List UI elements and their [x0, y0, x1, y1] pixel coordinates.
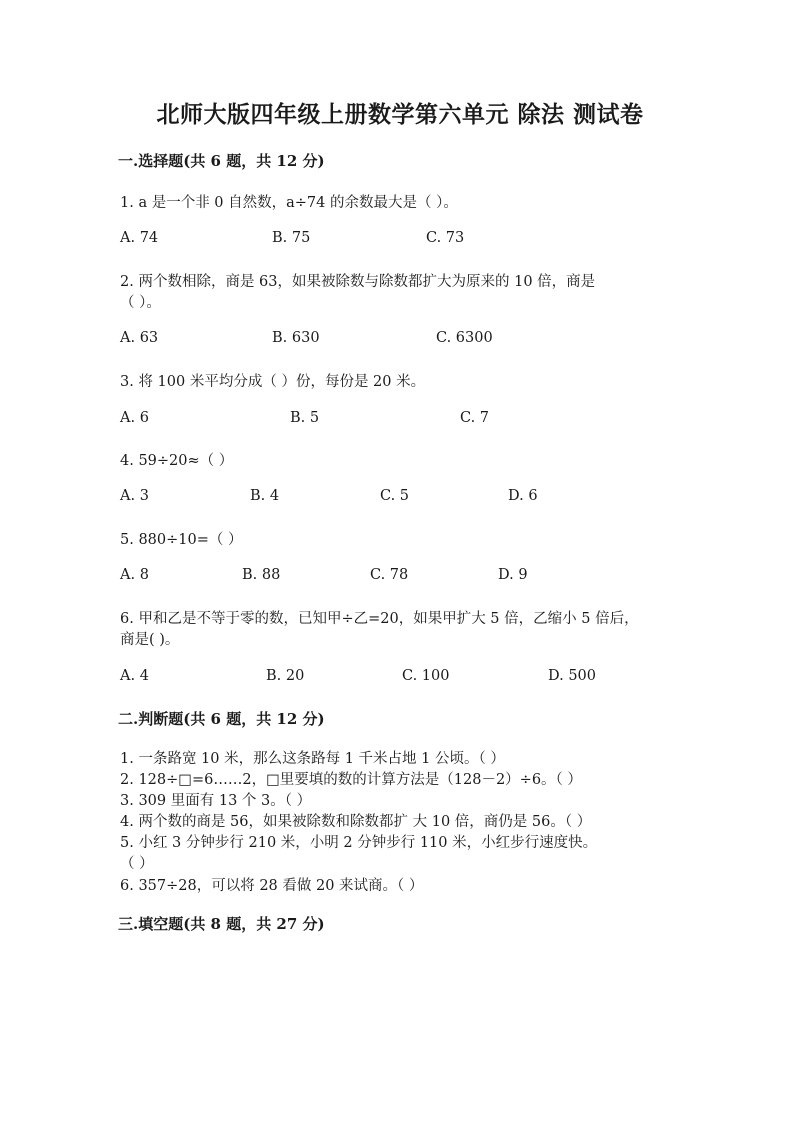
- option-a: A. 74: [120, 230, 159, 246]
- option-a: A. 63: [120, 330, 159, 346]
- option-c: C. 78: [370, 567, 409, 583]
- judgement-item-continued: （ ）: [120, 856, 154, 872]
- option-d: D. 6: [508, 488, 538, 504]
- question-text: 2. 两个数相除，商是 63，如果被除数与除数都扩大为原来的 10 倍，商是: [120, 274, 596, 290]
- option-a: A. 3: [120, 488, 149, 504]
- section-heading-fill-blank: 三.填空题(共 8 题，共 27 分): [118, 915, 325, 933]
- option-a: A. 4: [120, 668, 149, 684]
- judgement-item: 3. 309 里面有 13 个 3。（ ）: [120, 793, 312, 809]
- question-text-continued: （ ）。: [120, 295, 161, 311]
- option-b: B. 88: [242, 567, 281, 583]
- question-text: 5. 880÷10=（ ）: [120, 532, 243, 548]
- option-a: A. 6: [120, 410, 149, 426]
- option-b: B. 75: [272, 230, 311, 246]
- option-c: C. 6300: [436, 330, 493, 346]
- question-text: 1. a 是一个非 0 自然数，a÷74 的余数最大是（ ）。: [120, 195, 458, 211]
- judgement-item: 1. 一条路宽 10 米，那么这条路每 1 千米占地 1 公顷。（ ）: [120, 751, 505, 767]
- page-title: 北师大版四年级上册数学第六单元 除法 测试卷: [156, 101, 644, 128]
- question-text: 4. 59÷20≈（ ）: [120, 453, 234, 469]
- section-heading-choice: 一.选择题(共 6 题，共 12 分): [118, 152, 325, 170]
- option-a: A. 8: [120, 567, 149, 583]
- option-b: B. 5: [290, 410, 320, 426]
- option-b: B. 4: [250, 488, 280, 504]
- section-heading-judgement: 二.判断题(共 6 题，共 12 分): [118, 710, 325, 728]
- option-c: C. 100: [402, 668, 450, 684]
- option-c: C. 7: [460, 410, 490, 426]
- judgement-item: 6. 357÷28，可以将 28 看做 20 来试商。（ ）: [120, 878, 424, 894]
- judgement-item: 2. 128÷□=6……2，□里要填的数的计算方法是（128－2）÷6。（ ）: [120, 772, 582, 788]
- question-text-continued: 商是( )。: [120, 632, 180, 648]
- question-text: 3. 将 100 米平均分成（ ）份，每份是 20 米。: [120, 374, 426, 390]
- option-c: C. 73: [426, 230, 465, 246]
- option-b: B. 630: [272, 330, 320, 346]
- judgement-item: 5. 小红 3 分钟步行 210 米，小明 2 分钟步行 110 米，小红步行速度快。: [120, 835, 598, 851]
- judgement-item: 4. 两个数的商是 56，如果被除数和除数都扩 大 10 倍，商仍是 56。（ ）: [120, 814, 592, 830]
- option-d: D. 500: [548, 668, 597, 684]
- question-text: 6. 甲和乙是不等于零的数，已知甲÷乙=20，如果甲扩大 5 倍，乙缩小 5 倍后，: [120, 611, 639, 627]
- option-c: C. 5: [380, 488, 410, 504]
- option-d: D. 9: [498, 567, 528, 583]
- option-b: B. 20: [266, 668, 305, 684]
